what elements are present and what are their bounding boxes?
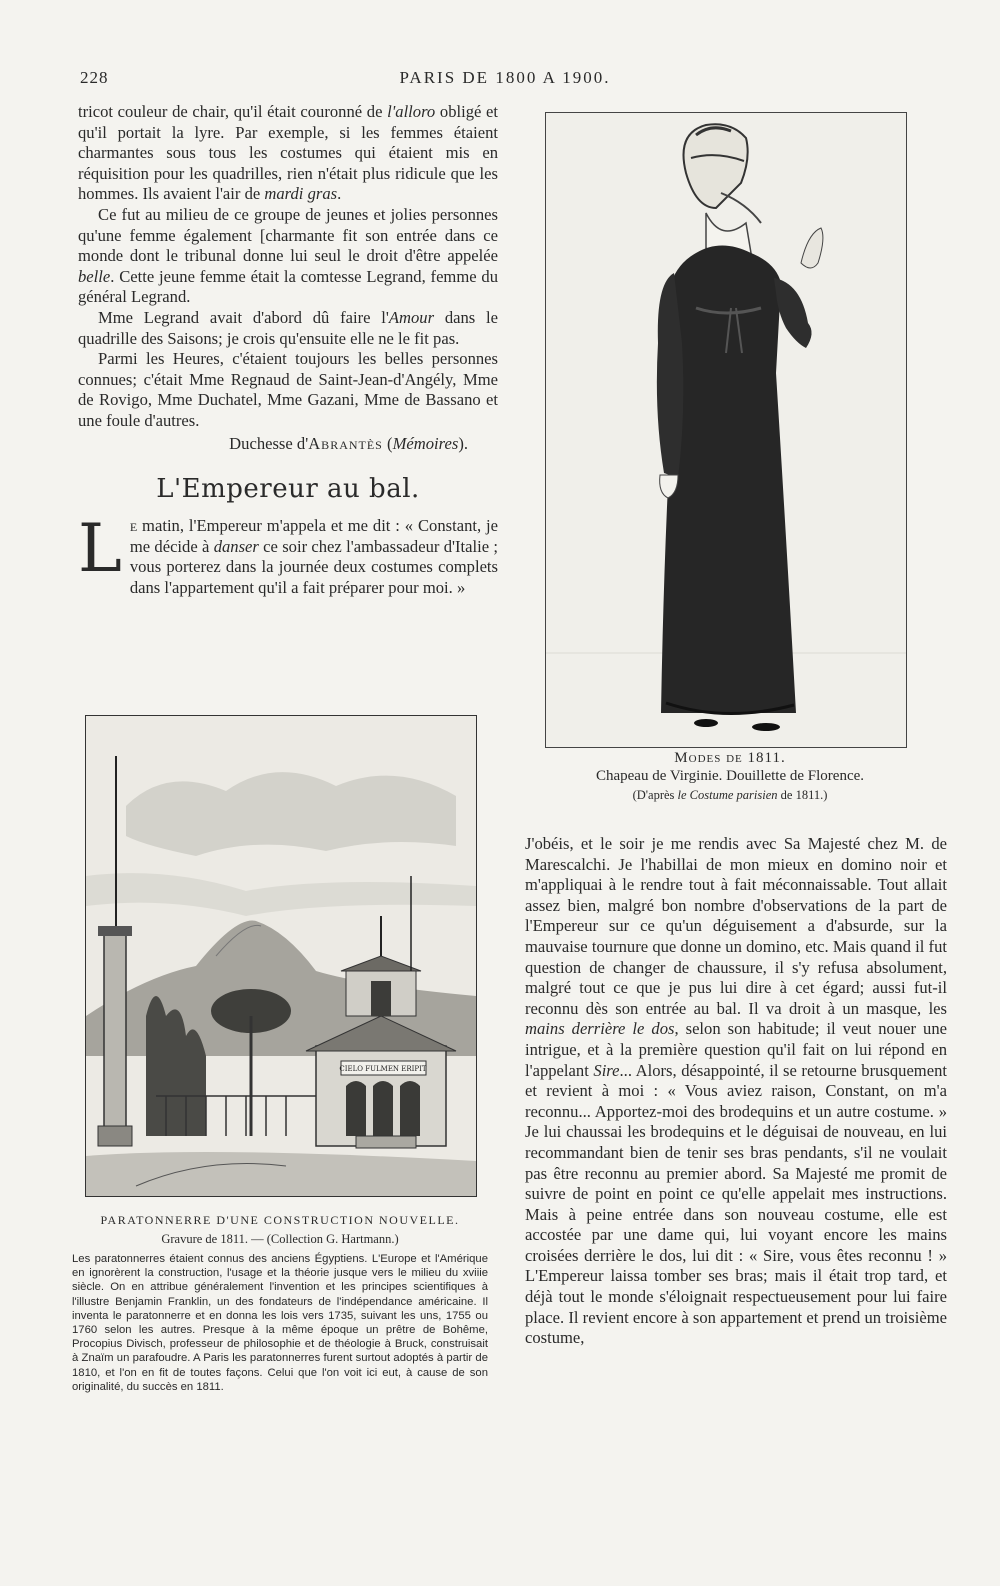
engraving-caption (72, 1213, 488, 1394)
opening-paragraph: Le matin, l'Empereur m'appela et me dit : « Constant, je me décide à danser ce soir chez l'ambassadeur d'Italie ; vous porterez dans la journée deux costumes complets dans l'appartement qu'il a fait préparer pour moi. » (78, 510, 498, 597)
engraving-caption-line: Gravure de 1811. — (Collection G. Hartmann.) (161, 1232, 399, 1246)
fashion-plate-caption (530, 750, 930, 804)
page-number: 228 (80, 68, 109, 87)
lightning-rod-engraving (85, 715, 477, 1197)
engraving-image (86, 716, 476, 1196)
running-title: PARIS DE 1800 A 1900. (399, 68, 611, 87)
page-header (80, 68, 930, 92)
woman-in-dress-image (546, 113, 906, 747)
paragraph-2: Ce fut au milieu de ce groupe de jeunes et jolies personnes qu'une femme également [charmante fit son entrée dans ce monde dont le tribunal donne lui seul le droit d'être appelée belle. Cette jeune femme était la comtesse Legrand, femme du général Legrand. (78, 204, 498, 307)
engraving-caption-body: Les paratonnerres étaient connus des anciens Égyptiens. L'Europe et l'Amérique en ignorèrent la construction, l'usage et la théorie jusque vers le milieu du xviiie siècle. On en attribue généralement l'invention et les principes scientifiques à l'illustre Benjamin Franklin, un des fondateurs de l'indépendance américaine. Il inventa le paratonnerre et en donna les lois vers 1735, suivant les uns, 1755 ou 1760 selon les autres. Presque à la même époque un prêtre de Bohême, Procopius Divisch, professeur de philosophie et de théologie à Bruck, construisait à Znaïm un parafoudre. A Paris les paratonnerres furent surtout adoptés à partir de 1810, et l'on en fit de toutes façons. Celui que l'on voit ici eut, à cause de son originalité, du succès en 1811. (72, 1253, 488, 1393)
paragraph-1: tricot couleur de chair, qu'il était couronné de l'alloro obligé et qu'il portait la lyre. Par exemple, si les femmes étaient charmantes sous tous les costumes qui étaient mis en réquisition pour les quadrilles, rien n'était plus ridicule que les hommes. Ils avaient l'air de mardi gras. (78, 102, 498, 204)
engraving-caption-title: PARATONNERRE D'UNE CONSTRUCTION NOUVELLE. (100, 1213, 460, 1227)
fashion-caption-title: Modes de 1811. (674, 750, 786, 766)
signature: Duchesse d'Abrantès (Mémoires). (229, 433, 468, 453)
drop-cap: L (78, 510, 122, 588)
left-column (78, 102, 498, 598)
right-column (525, 834, 947, 1349)
fashion-caption-line: Chapeau de Virginie. Douillette de Florence. (595, 768, 865, 784)
fashion-caption-source: (D'après le Costume parisien de 1811.) (632, 788, 828, 802)
paragraph-3: Mme Legrand avait d'abord dû faire l'Amour dans le quadrille des Saisons; je crois qu'ensuite elle ne le fit pas. (78, 307, 498, 348)
section-title: L'Empereur au bal. (156, 474, 420, 505)
paragraph-4: Parmi les Heures, c'étaient toujours les belles personnes connues; c'était Mme Regnaud de Saint-Jean-d'Angély, Mme de Rovigo, Mme Duchatel, Mme Gazani, Mme de Bassano et une foule d'autres. (78, 349, 498, 430)
right-paragraph: J'obéis, et le soir je me rendis avec Sa Majesté chez M. de Marescalchi. Je l'habillai de mon mieux en domino noir et m'appliquai à le rendre tout à fait méconnaissable. Tout allait assez bien, malgré bon nombre d'observations de la part de l'Empereur sur ce qu'un déguisement a d'absurde, sur la mauvaise tournure que donne un domino, etc. Mais quand il fut question de changer de chaussure, il s'y refusa absolument, malgré tout ce que je pus lui dire à cet égard; aussi fut-il reconnu dès son entrée au bal. Il va droit à un masque, les mains derrière le dos, selon son habitude; il veut nouer une intrigue, et à la première question qu'il fait on lui répond en l'appelant Sire... Alors, désappointé, il se retourne brusquement et revient à moi : « Vous aviez raison, Constant, on m'a reconnu... Apportez-moi des brodequins et un autre costume. » Je lui chaussai les brodequins et le déguisai de nouveau, en lui recommandant bien de tenir ses bras pendants, s'il ne voulait pas être reconnu au premier abord. Sa Majesté me promit de suivre de point en point ce qu'elle appelait mes instructions. Mais à peine entrée dans son nouveau costume, elle est accostée par une dame qui, lui voyant encore les mains croisées derrière le dos, lui dit : « Sire, vous êtes reconnu ! » L'Empereur laissa tomber ses bras; mais il était trop tard, et déjà tout le monde s'éloignait respectueusement pour lui faire place. Il revient encore à son appartement et prend un troisième costume, (525, 834, 947, 1348)
building-sign: CIELO FULMEN ERIPIT (339, 1065, 427, 1073)
fashion-plate-illustration (545, 112, 907, 748)
